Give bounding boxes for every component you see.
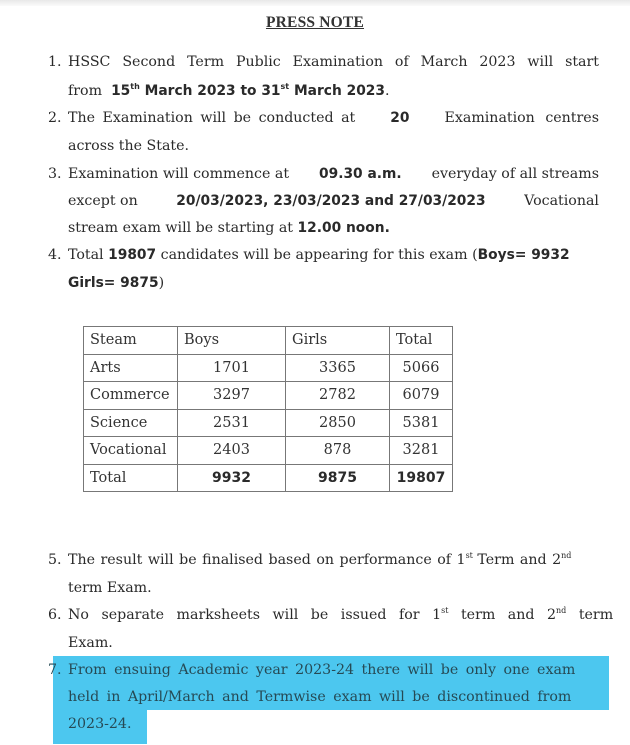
total-label: Total bbox=[84, 464, 178, 492]
top-shadow bbox=[0, 0, 630, 6]
boys-value: 3297 bbox=[178, 382, 286, 410]
text: term bbox=[578, 607, 614, 623]
text: March 2023 to 31 bbox=[144, 83, 281, 99]
text: . bbox=[385, 83, 390, 99]
point-number: 7. bbox=[48, 662, 62, 678]
text: Term and 2 bbox=[477, 552, 562, 568]
grand-total-value: 19807 bbox=[396, 469, 446, 486]
boys-value: 2403 bbox=[178, 437, 286, 465]
table-row bbox=[84, 437, 453, 465]
table-total-row bbox=[84, 464, 453, 492]
point-3-line-3 bbox=[68, 214, 390, 242]
point-5-line-2: term Exam. bbox=[68, 580, 152, 596]
word: Examination bbox=[292, 54, 383, 70]
date-start bbox=[111, 83, 385, 99]
word: 2023 bbox=[479, 54, 516, 70]
total-value: 6079 bbox=[390, 382, 453, 410]
text: March 2023 bbox=[293, 83, 386, 99]
point-number: 2. bbox=[48, 110, 62, 126]
superscript: st bbox=[280, 82, 290, 91]
point-1-line-2 bbox=[68, 77, 390, 105]
text: everyday of all streams bbox=[431, 166, 599, 182]
stream-name: Commerce bbox=[84, 382, 178, 410]
point-number: 4. bbox=[48, 247, 62, 263]
stream-name: Science bbox=[84, 409, 178, 437]
table-row bbox=[84, 382, 453, 410]
boys-count: Boys= 9932 bbox=[477, 247, 570, 263]
grand-total bbox=[390, 464, 453, 492]
text: stream exam will be starting at bbox=[68, 220, 294, 236]
point-3-line-1 bbox=[68, 160, 599, 188]
table-row bbox=[84, 354, 453, 382]
text: candidates will be appearing for this exam ( bbox=[160, 247, 478, 263]
centre-count: 20 bbox=[390, 110, 410, 126]
word: Second bbox=[122, 54, 176, 70]
girls-value: 2850 bbox=[286, 409, 390, 437]
girls-count: Girls= 9875 bbox=[68, 275, 159, 291]
page-title: PRESS NOTE bbox=[265, 14, 365, 31]
superscript: st bbox=[465, 551, 473, 560]
text: The Examination will be conducted at bbox=[68, 110, 356, 126]
vocational-time: 12.00 noon. bbox=[297, 220, 390, 236]
stream-candidates-table bbox=[83, 326, 453, 492]
text: Examination centres bbox=[444, 110, 599, 126]
text: 15 bbox=[111, 83, 131, 99]
text: The result will be finalised based on performance of 1 bbox=[68, 552, 466, 568]
text: Examination will commence at bbox=[68, 166, 290, 182]
start-time: 09.30 a.m. bbox=[319, 166, 402, 182]
point-6-line-2: Exam. bbox=[68, 635, 113, 651]
superscript: nd bbox=[556, 606, 567, 615]
boys-value: 2531 bbox=[178, 409, 286, 437]
header-girls: Girls bbox=[286, 327, 390, 355]
word: Term bbox=[187, 54, 225, 70]
point-2-line-1 bbox=[68, 104, 599, 132]
girls-value: 3365 bbox=[286, 354, 390, 382]
total-candidates: 19807 bbox=[108, 247, 157, 263]
boys-value: 1701 bbox=[178, 354, 286, 382]
point-1-line-1 bbox=[68, 48, 599, 76]
girls-value: 2782 bbox=[286, 382, 390, 410]
total-value: 5066 bbox=[390, 354, 453, 382]
point-5-line-1 bbox=[68, 546, 571, 574]
word: of bbox=[394, 54, 409, 70]
point-number: 6. bbox=[48, 607, 62, 623]
word: will bbox=[527, 54, 554, 70]
point-2-line-2: across the State. bbox=[68, 138, 190, 154]
point-number: 3. bbox=[48, 166, 62, 182]
text: term and 2 bbox=[460, 607, 557, 623]
point-4-line-2 bbox=[68, 269, 164, 297]
text: ) bbox=[158, 275, 165, 291]
superscript: th bbox=[130, 82, 140, 91]
total-value: 3281 bbox=[390, 437, 453, 465]
table-row bbox=[84, 409, 453, 437]
word: Public bbox=[235, 54, 281, 70]
table-header-row bbox=[84, 327, 453, 355]
superscript: st bbox=[441, 606, 449, 615]
point-number: 1. bbox=[48, 54, 62, 70]
superscript: nd bbox=[561, 551, 572, 560]
text: No separate marksheets will be issued for 1 bbox=[68, 607, 442, 623]
word: start bbox=[565, 54, 599, 70]
header-total: Total bbox=[390, 327, 453, 355]
boys-total-value: 9932 bbox=[212, 469, 251, 486]
word: HSSC bbox=[68, 54, 111, 70]
header-boys: Boys bbox=[178, 327, 286, 355]
point-7-line-2: held in April/March and Termwise exam will be discontinued from bbox=[68, 689, 572, 705]
boys-total bbox=[178, 464, 286, 492]
girls-total bbox=[286, 464, 390, 492]
girls-value: 878 bbox=[286, 437, 390, 465]
point-7-line-1: From ensuing Academic year 2023-24 there will be only one exam bbox=[68, 662, 576, 678]
text: Vocational bbox=[524, 193, 599, 209]
word: March bbox=[420, 54, 468, 70]
text: Total bbox=[68, 247, 104, 263]
point-3-line-2 bbox=[68, 187, 599, 215]
point-7-line-3: 2023-24. bbox=[68, 716, 132, 732]
stream-name: Vocational bbox=[84, 437, 178, 465]
exception-dates: 20/03/2023, 23/03/2023 and 27/03/2023 bbox=[176, 193, 486, 209]
point-6-line-1 bbox=[68, 601, 613, 629]
total-value: 5381 bbox=[390, 409, 453, 437]
point-4-line-1 bbox=[68, 241, 570, 269]
header-stream: Steam bbox=[84, 327, 178, 355]
text: except on bbox=[68, 193, 138, 209]
text: from bbox=[68, 83, 103, 99]
girls-total-value: 9875 bbox=[318, 469, 357, 486]
point-number: 5. bbox=[48, 552, 62, 568]
stream-name: Arts bbox=[84, 354, 178, 382]
